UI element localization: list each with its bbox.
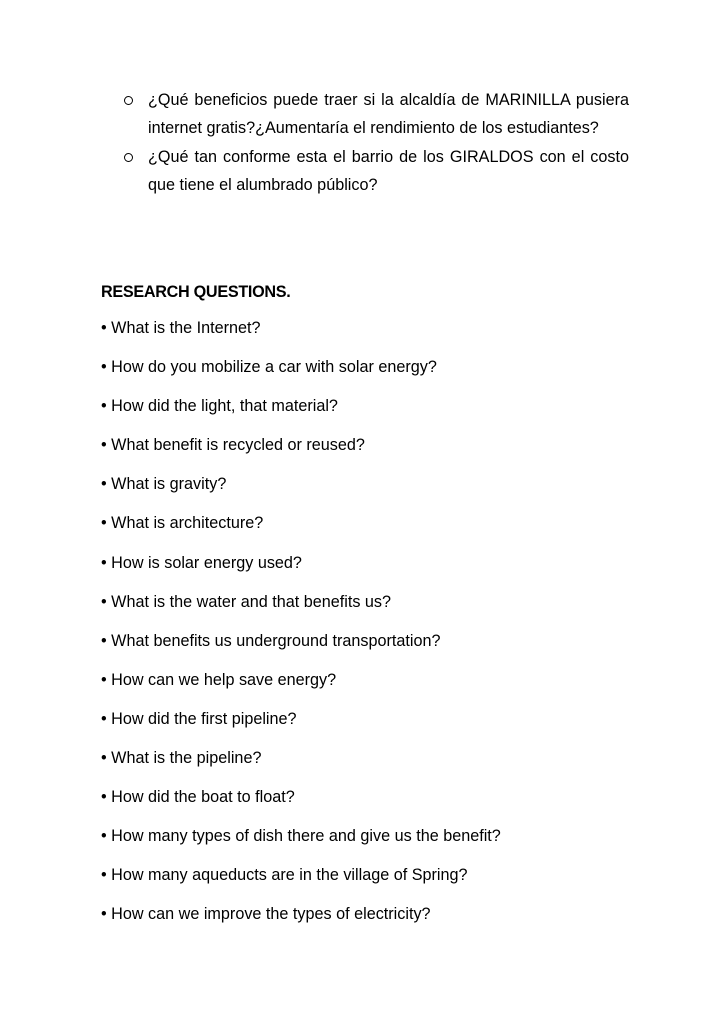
bullet-icon: •	[101, 866, 107, 885]
research-question-text: What benefit is recycled or reused?	[111, 436, 365, 455]
hollow-bullet-icon	[124, 96, 133, 105]
research-question-text: How is solar energy used?	[111, 553, 302, 572]
research-question-text: How many types of dish there and give us the benefit?	[111, 827, 501, 846]
bullet-icon: •	[101, 514, 107, 533]
research-question-text: How many aqueducts are in the village of Spring?	[111, 866, 468, 885]
intro-question-item	[117, 86, 629, 143]
research-question-item	[101, 394, 501, 433]
bullet-icon: •	[101, 670, 107, 689]
research-question-item	[101, 355, 501, 394]
research-question-text: How did the boat to float?	[111, 788, 295, 807]
research-question-text: How do you mobilize a car with solar energy?	[111, 358, 437, 377]
research-question-item	[101, 902, 501, 941]
hollow-bullet-icon	[124, 153, 133, 162]
bullet-icon: •	[101, 319, 107, 337]
research-question-text: How did the light, that material?	[111, 397, 338, 416]
bullet-icon: •	[101, 397, 107, 416]
research-question-text: How did the first pipeline?	[111, 709, 297, 728]
research-question-item	[101, 629, 501, 668]
research-question-item	[101, 551, 501, 590]
research-question-item	[101, 511, 501, 550]
research-questions-heading: RESEARCH QUESTIONS.	[101, 283, 291, 301]
research-question-item	[101, 590, 501, 629]
bullet-icon: •	[101, 788, 107, 807]
research-question-item	[101, 472, 501, 511]
bullet-icon: •	[101, 592, 107, 611]
research-question-text: How can we improve the types of electricity?	[111, 905, 431, 924]
bullet-icon: •	[101, 827, 107, 846]
research-question-item	[101, 863, 501, 902]
bullet-icon: •	[101, 475, 107, 494]
bullet-icon: •	[101, 553, 107, 572]
bullet-icon: •	[101, 749, 107, 768]
research-question-item	[101, 707, 501, 746]
bullet-icon: •	[101, 436, 107, 455]
bullet-icon: •	[101, 905, 107, 924]
research-question-item	[101, 746, 501, 785]
bullet-icon: •	[101, 358, 107, 377]
intro-question-text: ¿Qué beneficios puede traer si la alcaldía de MARINILLA pusiera internet gratis?¿Aumentaría el rendimiento de los estudiantes?	[148, 91, 629, 138]
research-question-text: What benefits us underground transportation?	[111, 631, 441, 650]
research-question-list	[101, 316, 501, 942]
research-question-text: How can we help save energy?	[111, 670, 337, 689]
research-question-text: What is gravity?	[111, 475, 227, 494]
research-question-text: What is the water and that benefits us?	[111, 592, 392, 611]
bullet-icon: •	[101, 709, 107, 728]
research-question-item	[101, 668, 501, 707]
bullet-icon: •	[101, 631, 107, 650]
intro-question-list	[117, 86, 629, 199]
intro-question-text: ¿Qué tan conforme esta el barrio de los GIRALDOS con el costo que tiene el alumbrado público?	[148, 147, 629, 194]
research-question-text: What is the pipeline?	[111, 749, 262, 768]
research-question-item	[101, 785, 501, 824]
research-question-item	[101, 316, 501, 355]
research-question-item	[101, 824, 501, 863]
intro-question-item	[117, 143, 629, 200]
research-question-text: What is architecture?	[111, 514, 264, 533]
research-question-text: What is the Internet?	[111, 319, 261, 337]
research-question-item	[101, 433, 501, 472]
